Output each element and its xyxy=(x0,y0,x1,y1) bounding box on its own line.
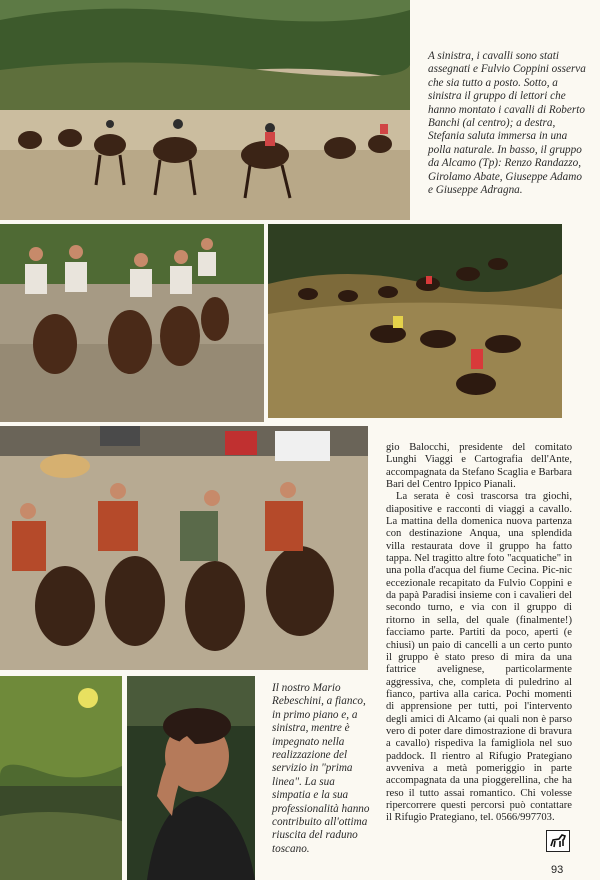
photo-river xyxy=(0,676,122,880)
article-paragraph-1: gio Balocchi, presidente del comitato Lunghi Viaggi e Cartografia dell'Ante, accompagnata da Stefano Scaglia e Barbara Bari del Centro Ippico Pianali. xyxy=(386,442,572,491)
photo-group-banchi xyxy=(0,224,264,422)
photo-natural-pool xyxy=(268,224,562,418)
caption-top: A sinistra, i cavalli sono stati assegnati e Fulvio Coppini osserva che sia tutto a posto. Sotto, a sinistra il gruppo di lettori che hanno montato i cavalli di Roberto Banchi (al centro); a destra, Stefania saluta immersa in una polla naturale. In basso, il gruppo da Alcamo (Tp): Renzo Randazzo, Girolamo Abate, Giuseppe Adamo e Giuseppe Adragna. xyxy=(428,50,586,197)
photo-riders-lineup xyxy=(0,0,410,220)
article-paragraph-2: La serata è così trascorsa tra giochi, diapositive e racconti di viaggi a cavallo. La mattina della domenica nuova partenza con destinazione Anqua, una splendida villa restaurata dove il gruppo ha fatto tappa. Nel tragitto altre foto "acquatiche" in una polla d'acqua del fiume Cecina. Pic-nic eccezionale recapitato da Fulvio Coppini e da papà Paradisi insieme con i cavalieri del secondo turno, e via con il gruppo di ritorno in sella, del quale (finalmente!) facciamo parte. Partiti da poco, aperti (e chiusi) un paio di cancelli a un certo punto il gruppo è stato preso di mira da una fattrice avelignese, particolarmente aggressiva, che, completa di puledrino al fianco, partiva alla carica. Pochi momenti di apprensione per tutti, poi l'intervento degli amici di Alcamo (ai quali non è parso vero di poter dare dimostrazione di bravura a cavallo) rispediva la famigliola nel suo paddock. Il rientro al Rifugio Prategiano avveniva a metà pomeriggio in parte accompagnata da una pioggerellina, che ha reso il tutto assai romantico. Chi volesse ripercorrere questi percorsi può contattare il Rifugio Prategiano, tel. 0566/997703. xyxy=(386,491,572,824)
photo-mario-rebeschini xyxy=(127,676,255,880)
horse-logo-icon xyxy=(546,830,570,852)
page-number: 93 xyxy=(551,864,564,876)
photo-alcamo-group xyxy=(0,426,368,670)
caption-bottom: Il nostro Mario Rebeschini, a fianco, in primo piano e, a sinistra, mentre è impegnato nella realizzazione del servizio in "prima linea". La sua simpatia e la sua professionalità hanno contribuito all'ottima riuscita del raduno toscano. xyxy=(272,682,370,855)
article-text xyxy=(386,442,572,825)
